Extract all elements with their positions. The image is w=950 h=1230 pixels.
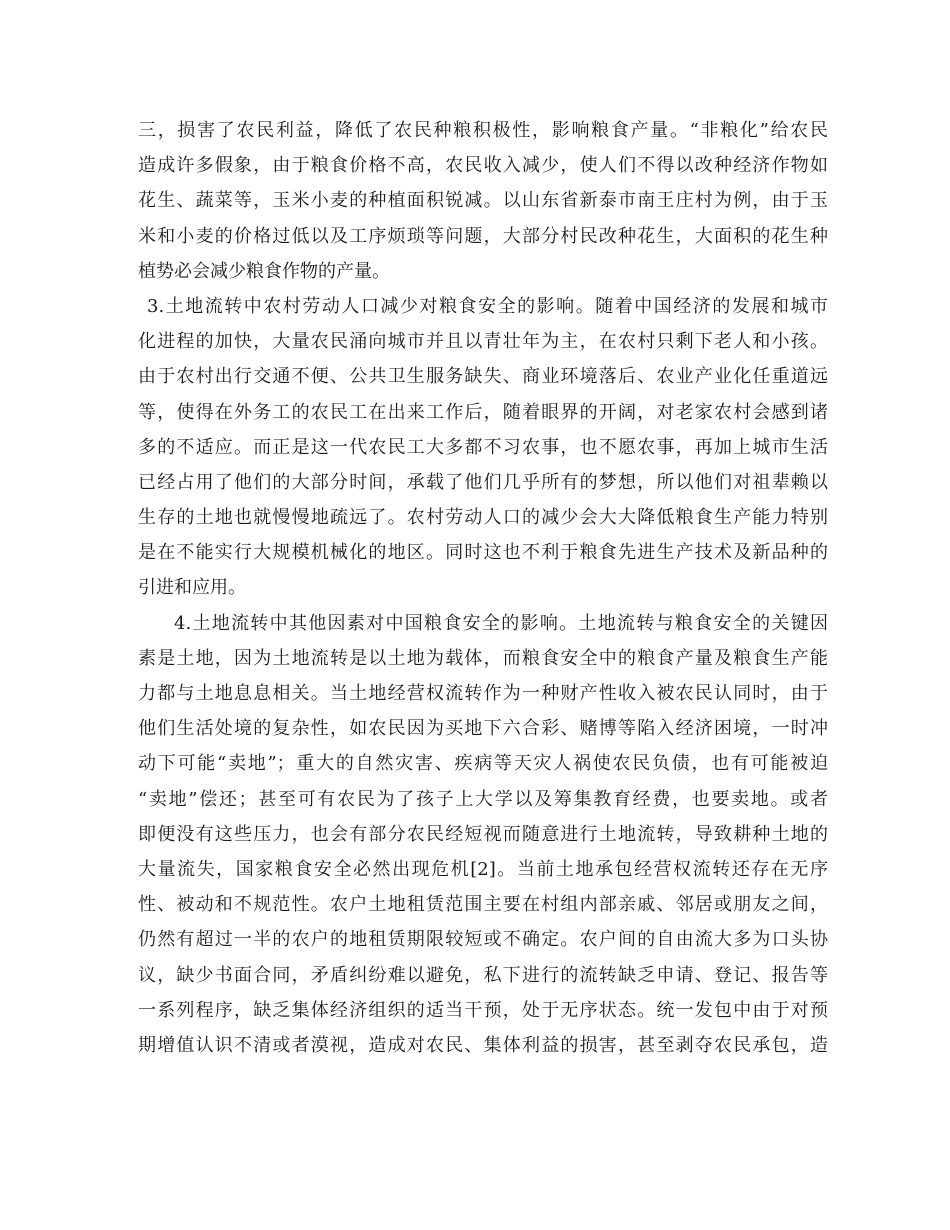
text-line: 素是土地，因为土地流转是以土地为载体，而粮食安全中的粮食产量及粮食生产能 bbox=[138, 647, 828, 669]
text-line: 即便没有这些压力，也会有部分农民经短视而随意进行土地流转，导致耕种土地的 bbox=[138, 823, 828, 845]
text-line: 性、被动和不规范性。农户土地租赁范围主要在村组内部亲戚、邻居或朋友之间， bbox=[138, 894, 828, 916]
text-line: 期增值认识不清或者漠视，造成对农民、集体利益的损害，甚至剥夺农民承包，造 bbox=[138, 1034, 828, 1056]
body-text bbox=[138, 113, 828, 1063]
section-3-heading-line: 3.土地流转中农村劳动人口减少对粮食安全的影响。随着中国经济的发展和城市 bbox=[147, 295, 828, 317]
text-line: 由于农村出行交通不便、公共卫生服务缺失、商业环境落后、农业产业化任重道远 bbox=[138, 366, 828, 388]
text-line: 议，缺少书面合同，矛盾纠纷难以避免，私下进行的流转缺乏申请、登记、报告等 bbox=[138, 964, 828, 986]
text-line: 已经占用了他们的大部分时间，承载了他们几乎所有的梦想，所以他们对祖辈赖以 bbox=[138, 471, 828, 493]
text-line: 三，损害了农民利益，降低了农民种粮积极性，影响粮食产量。“非粮化”给农民 bbox=[138, 120, 828, 141]
text-line: 多的不适应。而正是这一代农民工大多都不习农事，也不愿农事，再加上城市生活 bbox=[138, 436, 828, 458]
text-line: 是在不能实行大规模机械化的地区。同时这也不利于粮食先进生产技术及新品种的 bbox=[138, 542, 828, 564]
text-line: 大量流失，国家粮食安全必然出现危机[2]。当前土地承包经营权流转还存在无序 bbox=[138, 858, 828, 880]
section-4-heading-line: 4.土地流转中其他因素对中国粮食安全的影响。土地流转与粮食安全的关键因 bbox=[174, 612, 828, 634]
text-line: 植势必会减少粮食作物的产量。 bbox=[138, 260, 390, 282]
text-line: 造成许多假象，由于粮食价格不高，农民收入减少，使人们不得以改种经济作物如 bbox=[138, 155, 828, 177]
text-line: 生存的土地也就慢慢地疏远了。农村劳动人口的减少会大大降低粮食生产能力特别 bbox=[138, 507, 828, 529]
text-line: 一系列程序，缺乏集体经济组织的适当干预，处于无序状态。统一发包中由于对预 bbox=[138, 999, 828, 1021]
text-line: 米和小麦的价格过低以及工序烦琐等问题，大部分村民改种花生，大面积的花生种 bbox=[138, 225, 828, 247]
text-line: 他们生活处境的复杂性，如农民因为买地下六合彩、赌博等陷入经济困境，一时冲 bbox=[138, 718, 828, 740]
text-line: 力都与土地息息相关。当土地经营权流转作为一种财产性收入被农民认同时，由于 bbox=[138, 683, 828, 704]
text-line: 动下可能“卖地”；重大的自然灾害、疾病等天灾人祸使农民负债，也有可能被迫 bbox=[138, 753, 828, 775]
text-line: 仍然有超过一半的农户的地租赁期限较短或不确定。农户间的自由流大多为口头协 bbox=[138, 929, 828, 951]
text-line: 引进和应用。 bbox=[138, 577, 246, 599]
text-line: 化进程的加快，大量农民涌向城市并且以青壮年为主，在农村只剩下老人和小孩。 bbox=[138, 331, 828, 353]
text-line: 等，使得在外务工的农民工在出来工作后，随着眼界的开阔，对老家农村会感到诸 bbox=[138, 401, 828, 423]
text-line: “卖地”偿还；甚至可有农民为了孩子上大学以及筹集教育经费，也要卖地。或者 bbox=[138, 788, 828, 810]
text-line: 花生、蔬菜等，玉米小麦的种植面积锐减。以山东省新泰市南王庄村为例，由于玉 bbox=[138, 190, 828, 212]
